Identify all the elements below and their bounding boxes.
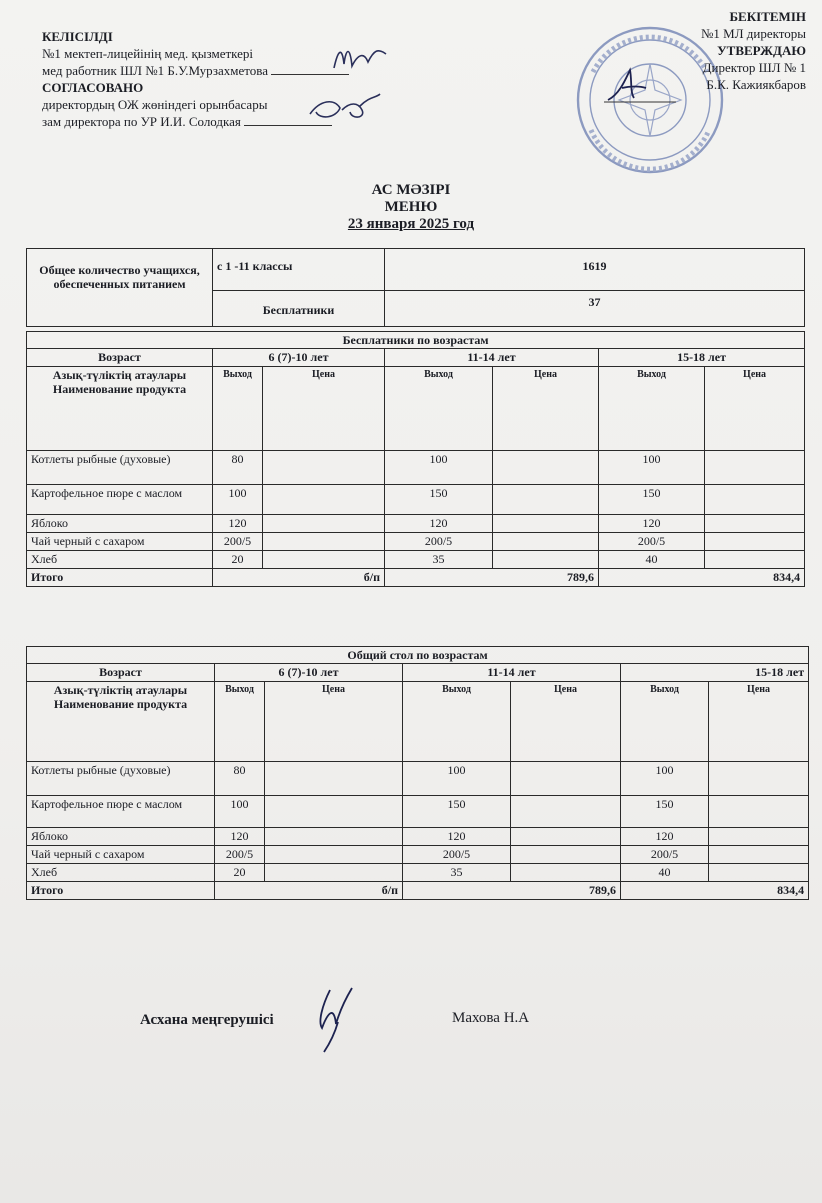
age-header: Возраст	[27, 349, 213, 367]
total-price-15-18: 834,4	[599, 569, 805, 587]
product-name: Котлеты рыбные (духовые)	[27, 451, 213, 485]
total-price-6-10: б/п	[213, 569, 385, 587]
canteen-head-signature	[312, 982, 362, 1054]
canteen-head-name: Махова Н.А	[452, 1010, 530, 1026]
yield-value: 35	[403, 864, 511, 882]
total-students-label: Общее количество учащихся, обеспеченных питанием	[27, 249, 213, 327]
agreed-kz-label: КЕЛІСІЛДІ	[42, 29, 113, 44]
med-worker-signature	[328, 40, 398, 74]
title-kz: АС МӘЗІРІ	[371, 182, 451, 198]
product-name: Хлеб	[27, 864, 215, 882]
yield-value: 150	[385, 485, 493, 515]
table-row	[27, 762, 809, 796]
total-row	[27, 569, 805, 587]
table-row	[27, 846, 809, 864]
price-header: Цена	[511, 682, 621, 762]
free-meals-count: 37	[385, 291, 805, 327]
general-table-age-table	[26, 646, 809, 900]
yield-value: 100	[215, 796, 265, 828]
yield-value: 150	[621, 796, 709, 828]
yield-value: 80	[213, 451, 263, 485]
yield-header: Выход	[621, 682, 709, 762]
summary-table	[26, 248, 805, 327]
table1-title: Бесплатники по возрастам	[27, 332, 805, 349]
total-price-15-18: 834,4	[621, 882, 809, 900]
total-price-11-14: 789,6	[385, 569, 599, 587]
product-header-kz: Азық-түліктің атаулары	[53, 683, 188, 697]
yield-value: 20	[213, 551, 263, 569]
free-meals-label: Бесплатники	[213, 291, 385, 327]
free-meals-age-table	[26, 331, 805, 587]
yield-value: 100	[385, 451, 493, 485]
yield-header: Выход	[403, 682, 511, 762]
product-name: Котлеты рыбные (духовые)	[27, 762, 215, 796]
yield-value: 150	[403, 796, 511, 828]
director-kz: №1 МЛ директоры	[700, 26, 806, 41]
yield-header: Выход	[213, 367, 263, 451]
yield-value: 35	[385, 551, 493, 569]
table-row	[27, 515, 805, 533]
yield-value: 40	[621, 864, 709, 882]
total-label: Итого	[27, 569, 213, 587]
age-group-6-10: 6 (7)-10 лет	[213, 349, 385, 367]
yield-value: 120	[385, 515, 493, 533]
yield-value: 120	[621, 828, 709, 846]
document-title	[0, 182, 822, 233]
price-header: Цена	[265, 682, 403, 762]
approve-kz-label: БЕКІТЕМІН	[729, 9, 806, 24]
deputy-signature	[300, 92, 390, 128]
yield-value: 200/5	[385, 533, 493, 551]
product-name: Чай черный с сахаром	[27, 846, 215, 864]
director-ru: Директор ШЛ № 1	[702, 60, 806, 75]
yield-header: Выход	[385, 367, 493, 451]
classes-count: 1619	[385, 249, 805, 291]
age-header: Возраст	[27, 664, 215, 682]
table2-title: Общий стол по возрастам	[27, 647, 809, 664]
product-name: Яблоко	[27, 515, 213, 533]
canteen-head-label: Асхана меңгерушісі	[140, 1012, 274, 1028]
table-row	[27, 864, 809, 882]
yield-value: 100	[621, 762, 709, 796]
table-row	[27, 533, 805, 551]
product-name-header	[27, 682, 215, 762]
product-name: Хлеб	[27, 551, 213, 569]
yield-value: 200/5	[213, 533, 263, 551]
yield-value: 200/5	[621, 846, 709, 864]
agreed-ru-label: СОГЛАСОВАНО	[42, 80, 144, 95]
price-header: Цена	[705, 367, 805, 451]
yield-value: 200/5	[599, 533, 705, 551]
yield-value: 120	[213, 515, 263, 533]
yield-value: 80	[215, 762, 265, 796]
product-name: Чай черный с сахаром	[27, 533, 213, 551]
price-header: Цена	[493, 367, 599, 451]
yield-value: 100	[403, 762, 511, 796]
product-header-ru: Наименование продукта	[52, 382, 187, 396]
yield-value: 20	[215, 864, 265, 882]
total-row	[27, 882, 809, 900]
med-worker-kz: №1 мектеп-лицейінің мед. қызметкері	[42, 46, 254, 61]
total-price-6-10: б/п	[215, 882, 403, 900]
table-row	[27, 451, 805, 485]
med-worker-ru: мед работник ШЛ №1 Б.У.Мурзахметова	[42, 63, 268, 78]
product-name: Картофельное пюре с маслом	[27, 796, 215, 828]
product-name: Яблоко	[27, 828, 215, 846]
approve-ru-label: УТВЕРЖДАЮ	[717, 43, 806, 58]
age-group-15-18: 15-18 лет	[621, 664, 809, 682]
total-label: Итого	[27, 882, 215, 900]
product-header-ru: Наименование продукта	[53, 697, 188, 711]
age-group-11-14: 11-14 лет	[385, 349, 599, 367]
table-row	[27, 551, 805, 569]
deputy-ru: зам директора по УР И.И. Солодкая	[42, 114, 241, 129]
deputy-kz: директордың ОЖ жөніндегі орынбасары	[42, 97, 268, 112]
table-row	[27, 828, 809, 846]
yield-header: Выход	[599, 367, 705, 451]
yield-header: Выход	[215, 682, 265, 762]
yield-value: 40	[599, 551, 705, 569]
director-name: Б.К. Кажиякбаров	[706, 77, 806, 92]
table-row	[27, 796, 809, 828]
title-ru: МЕНЮ	[384, 199, 438, 215]
menu-date: 23 января 2025 год	[347, 216, 475, 232]
product-header-kz: Азық-түліктің атаулары	[52, 368, 187, 382]
yield-value: 200/5	[403, 846, 511, 864]
product-name: Картофельное пюре с маслом	[27, 485, 213, 515]
age-group-11-14: 11-14 лет	[403, 664, 621, 682]
yield-value: 120	[599, 515, 705, 533]
yield-value: 200/5	[215, 846, 265, 864]
yield-value: 120	[403, 828, 511, 846]
age-group-6-10: 6 (7)-10 лет	[215, 664, 403, 682]
yield-value: 150	[599, 485, 705, 515]
classes-label: с 1 -11 классы	[213, 249, 385, 291]
total-price-11-14: 789,6	[403, 882, 621, 900]
price-header: Цена	[263, 367, 385, 451]
yield-value: 100	[599, 451, 705, 485]
table-row	[27, 485, 805, 515]
yield-value: 100	[213, 485, 263, 515]
product-name-header	[27, 367, 213, 451]
age-group-15-18: 15-18 лет	[599, 349, 805, 367]
approval-block-right	[506, 8, 806, 93]
price-header: Цена	[709, 682, 809, 762]
yield-value: 120	[215, 828, 265, 846]
